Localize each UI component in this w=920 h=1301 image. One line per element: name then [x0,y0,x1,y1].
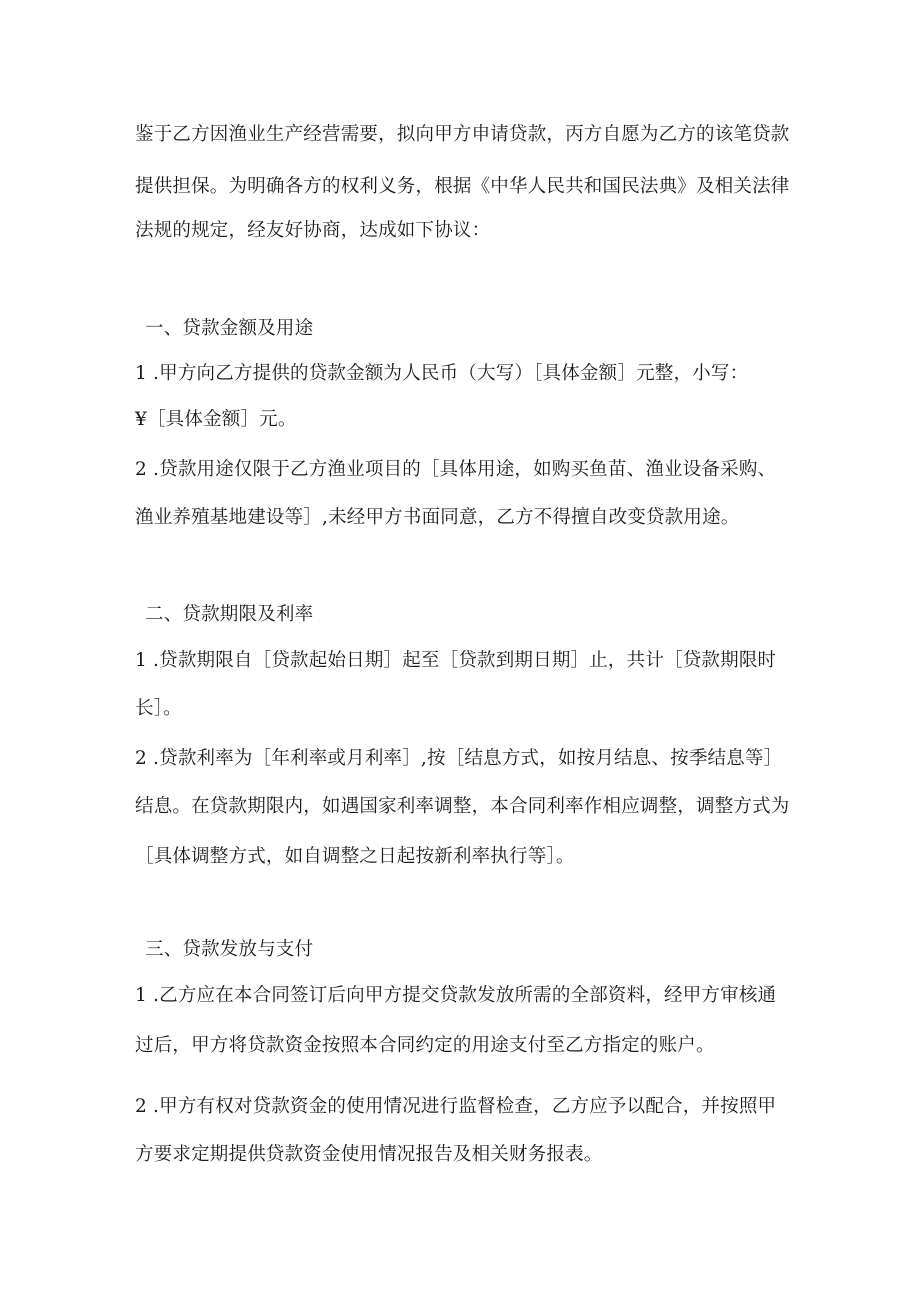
section-3-item-2-line-2: 方要求定期提供贷款资金使用情况报告及相关财务报表。 [135,1144,603,1165]
intro-line-2: 提供担保。为明确各方的权利义务，根据《中华人民共和国民法典》及相关法律 [135,176,790,197]
section-1-item-2-line-1: 2 .贷款用途仅限于乙方渔业项目的［具体用途，如购买鱼苗、渔业设备采购、 [135,459,777,480]
intro-line-3: 法规的规定，经友好协商，达成如下协议： [135,220,491,241]
section-2-heading: 二、贷款期限及利率 [145,604,314,625]
section-2-item-1-line-1: 1 .贷款期限自［贷款起始日期］起至［贷款到期日期］止，共计［贷款期限时 [135,650,777,671]
section-3-heading: 三、贷款发放与支付 [145,939,314,960]
section-2-item-2-line-3: ［具体调整方式，如自调整之日起按新利率执行等］。 [135,846,575,867]
section-2-item-2-line-2: 结息。在贷款期限内，如遇国家利率调整，本合同利率作相应调整，调整方式为 [135,796,790,817]
section-3-item-2-line-1: 2 .甲方有权对贷款资金的使用情况进行监督检查，乙方应予以配合，并按照甲 [135,1096,777,1117]
section-3-item-1-line-2: 过后，甲方将贷款资金按照本合同约定的用途支付至乙方指定的账户。 [135,1035,715,1056]
section-1-item-1-line-2: ¥［具体金额］元。 [135,409,297,430]
intro-line-1: 鉴于乙方因渔业生产经营需要，拟向甲方申请贷款，丙方自愿为乙方的该笔贷款 [135,124,790,145]
section-2-item-1-line-2: 长］。 [135,698,182,719]
section-1-item-1-line-1: 1 .甲方向乙方提供的贷款金额为人民币（大写）［具体金额］元整，小写： [135,363,749,384]
section-1-item-2-line-2: 渔业养殖基地建设等］,未经甲方书面同意，乙方不得擅自改变贷款用途。 [135,507,740,528]
section-3-item-1-line-1: 1 .乙方应在本合同签订后向甲方提交贷款发放所需的全部资料，经甲方审核通 [135,985,777,1006]
section-2-item-2-line-1: 2 .贷款利率为［年利率或月利率］,按［结息方式，如按月结息、按季结息等］ [135,748,783,769]
section-1-heading: 一、贷款金额及用途 [145,318,314,339]
